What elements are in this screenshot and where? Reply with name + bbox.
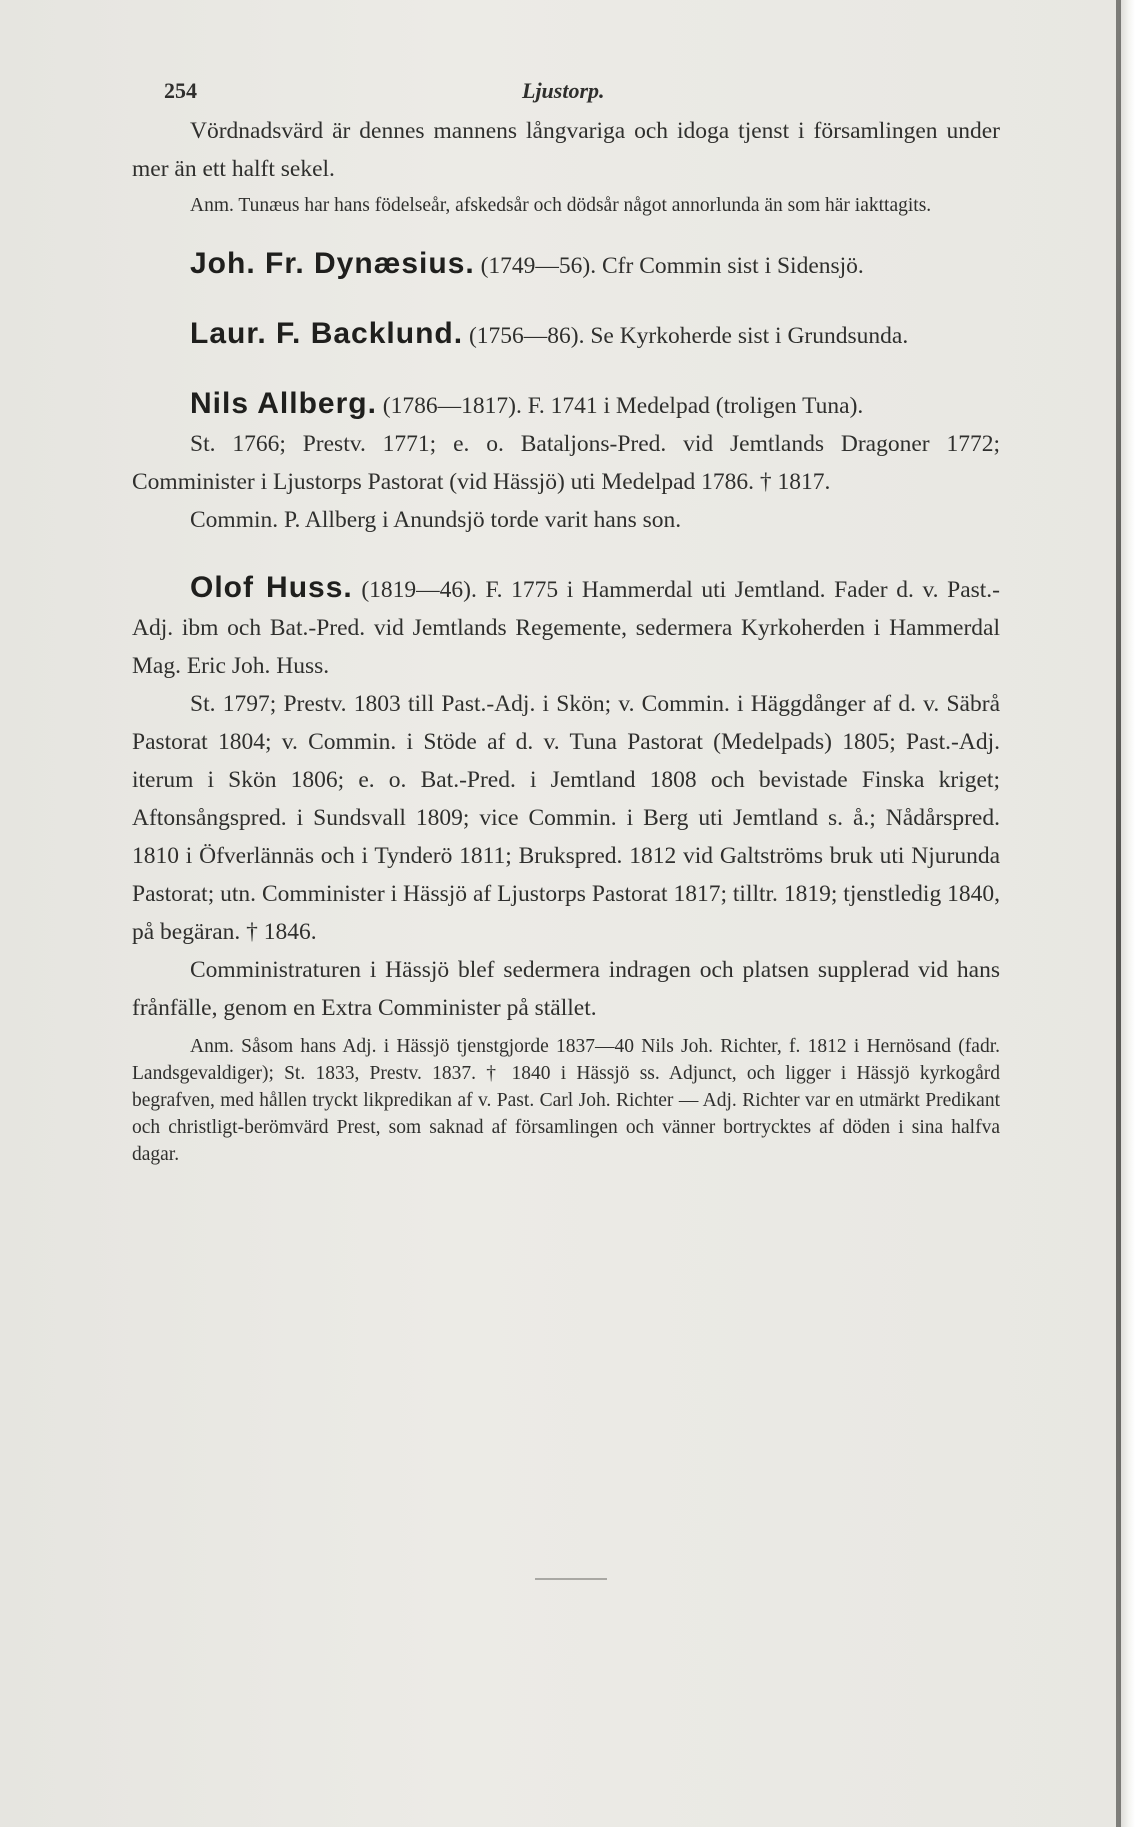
entry-text: (1819—46). F. 1775 i Hammerdal uti Jemtland. Fader d. v. Past.-Adj. ibm och Bat.-Pred. vid Jemtlands Regemente, sedermera Kyrkoherden i Hammerdal Mag. Eric Joh. Huss. [132,577,1001,679]
binding-shadow [1116,0,1121,1827]
entry-huss [132,569,1000,685]
section-divider [535,1578,607,1580]
entry-text: (1749—56). Cfr Commin sist i Sidensjö. [480,253,864,279]
entry-name: Laur. F. Backlund. [190,317,464,350]
entry-dynaesius [132,245,1000,285]
page-header [132,78,1000,112]
page-edge [1119,0,1135,1827]
entry-name: Olof Huss. [190,571,353,604]
entry-name: Nils Allberg. [190,387,377,420]
intro-note: Anm. Tunæus har hans födelseår, afskedsår och dödsår något annorlunda än som här iakttagits. [190,195,932,216]
text-column [132,78,1000,1168]
running-title: Ljustorp. [522,78,605,103]
footnote: Anm. Såsom hans Adj. i Hässjö tjenstgjorde 1837—40 Nils Joh. Richter, f. 1812 i Hernösand (fadr. Landsgevaldiger); St. 1833, Prestv. 1837. † 1840 i Hässjö ss. Adjunct, och ligger i Hässjö kyrkogård begrafven, med hållen tryckt likpredikan af v. Past. Carl Joh. Richter — Adj. Richter var en utmärkt Predikant och christligt-berömvärd Prest, som saknad af församlingen och vänner bortrycktes af döden i sina halfva dagar. [132,1036,1000,1165]
page-number: 254 [164,78,197,103]
entry-text: (1756—86). Se Kyrkoherde sist i Grundsunda. [468,323,909,349]
entry-allberg-note: Commin. P. Allberg i Anundsjö torde varit hans son. [190,507,682,533]
entry-huss-career: St. 1797; Prestv. 1803 till Past.-Adj. i Skön; v. Commin. i Häggdånger af d. v. Säbrå Pastorat 1804; v. Commin. i Stöde af d. v. Tuna Pastorat (Medelpads) 1805; Past.-Adj. iterum i Skön 1806; e. o. Bat.-Pred. i Jemtland 1808 och bevistade Finska kriget; Aftonsångspred. i Sundsvall 1809; vice Commin. i Berg uti Jemtland s. å.; Nådårspred. 1810 i Öfverlännäs och i Tynderö 1811; Brukspred. 1812 vid Galtströms bruk uti Njurunda Pastorat; utn. Comminister i Hässjö af Ljustorps Pastorat 1817; tilltr. 1819; tjenstledig 1840, på begäran. † 1846. [132,691,1000,945]
entry-allberg-career: St. 1766; Prestv. 1771; e. o. Bataljons-Pred. vid Jemtlands Dragoner 1772; Comminister i Ljustorps Pastorat (vid Hässjö) uti Medelpad 1786. † 1817. [132,431,1000,495]
entry-backlund [132,315,1000,355]
entry-name: Joh. Fr. Dynæsius. [190,247,475,280]
entry-allberg [132,385,1000,425]
entry-huss-note: Comministraturen i Hässjö blef sedermera indragen och platsen supplerad vid hans frånfälle, genom en Extra Comminister på stället. [132,957,1000,1021]
intro-paragraph: Vördnadsvärd är dennes mannens långvariga och idoga tjenst i församlingen under mer än ett halft sekel. [132,118,1000,182]
entry-text: (1786—1817). F. 1741 i Medelpad (troligen Tuna). [382,393,864,419]
